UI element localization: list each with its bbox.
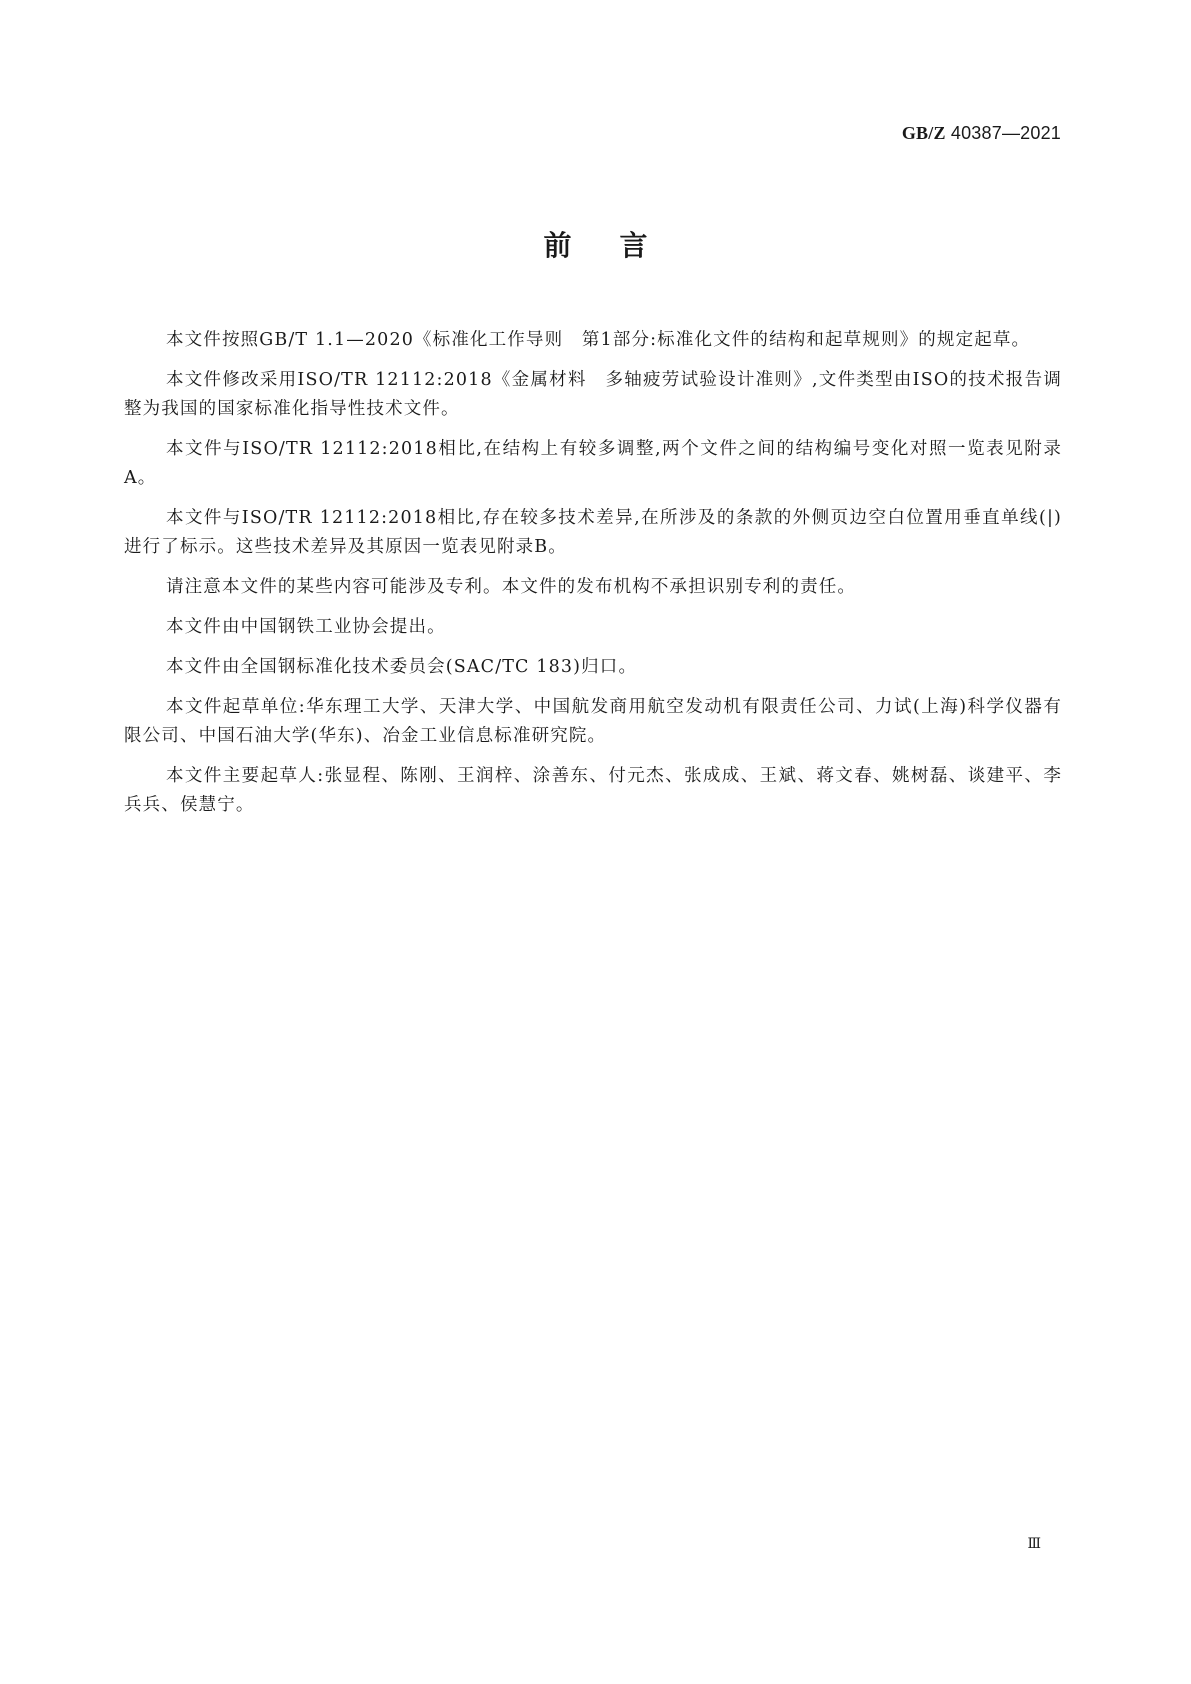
- paragraph-committee: 本文件由全国钢标准化技术委员会(SAC/TC 183)归口。: [166, 657, 638, 677]
- page-number: Ⅲ: [1027, 1536, 1041, 1552]
- foreword-body: [124, 326, 1062, 831]
- paragraph-technical-differences: 本文件与ISO/TR 12112:2018相比,存在较多技术差异,在所涉及的条款的外侧页边空白位置用垂直单线(|)进行了标示。这些技术差异及其原因一览表见附录B。: [124, 508, 1062, 557]
- standard-code: [902, 123, 1061, 144]
- page-title: 前言: [543, 229, 696, 262]
- paragraph-drafters: 本文件主要起草人:张显程、陈刚、王润梓、涂善东、付元杰、张成成、王斌、蒋文春、姚树磊、谈建平、李兵兵、侯慧宁。: [124, 766, 1062, 815]
- paragraph-drafting-rules: 本文件按照GB/T 1.1—2020《标准化工作导则 第1部分:标准化文件的结构和起草规则》的规定起草。: [166, 330, 1031, 350]
- paragraph-proposer: 本文件由中国钢铁工业协会提出。: [166, 617, 446, 637]
- paragraph-adoption: 本文件修改采用ISO/TR 12112:2018《金属材料 多轴疲劳试验设计准则》,文件类型由ISO的技术报告调整为我国的国家标准化指导性技术文件。: [124, 370, 1062, 419]
- paragraph-drafting-units: 本文件起草单位:华东理工大学、天津大学、中国航发商用航空发动机有限责任公司、力试(上海)科学仪器有限公司、中国石油大学(华东)、冶金工业信息标准研究院。: [124, 697, 1062, 746]
- paragraph-structural-changes: 本文件与ISO/TR 12112:2018相比,在结构上有较多调整,两个文件之间的结构编号变化对照一览表见附录A。: [124, 439, 1062, 488]
- standard-code-number: 40387—2021: [950, 123, 1061, 143]
- paragraph-patent-notice: 请注意本文件的某些内容可能涉及专利。本文件的发布机构不承担识别专利的责任。: [166, 577, 857, 597]
- standard-code-prefix: GB/Z: [901, 123, 946, 143]
